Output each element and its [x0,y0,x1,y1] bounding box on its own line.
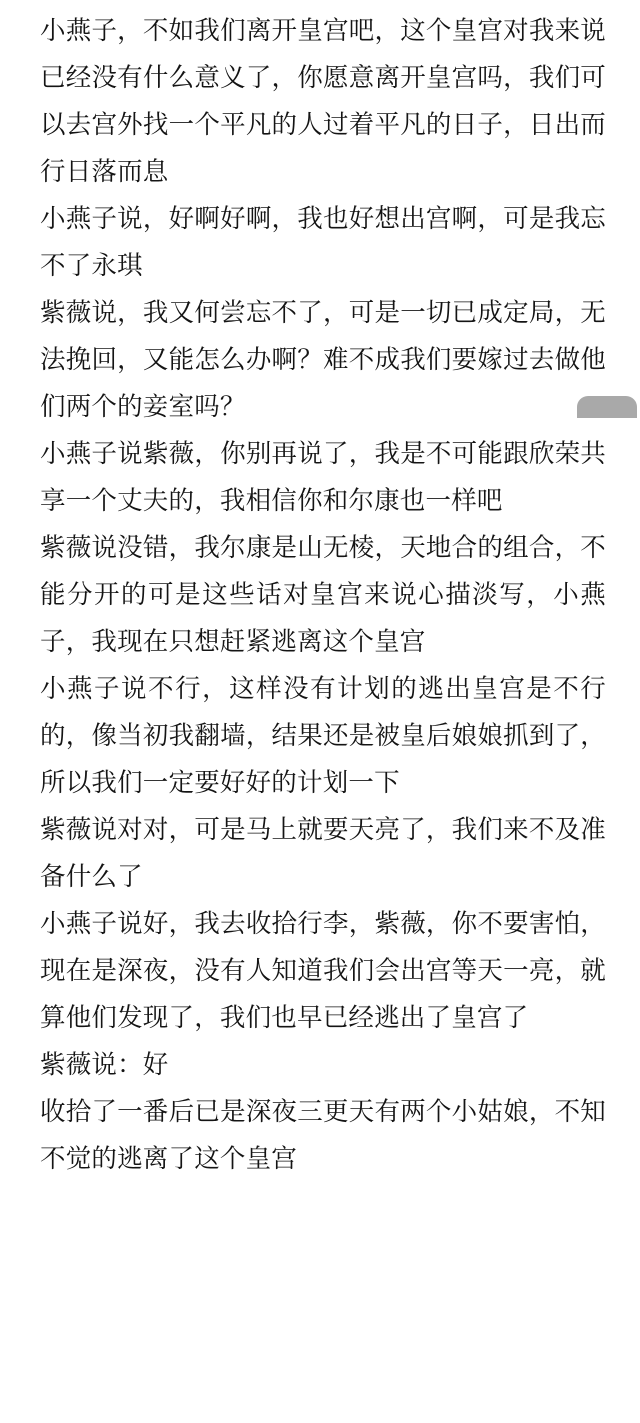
paragraph: 小燕子说，好啊好啊，我也好想出宫啊，可是我忘不了永琪 [40,205,606,280]
paragraph: 紫薇说：好 [40,1051,169,1079]
paragraph: 小燕子，不如我们离开皇宫吧，这个皇宫对我来说已经没有什么意义了，你愿意离开皇宫吗，我们可以去宫外找一个平凡的人过着平凡的日子，日出而行日落而息 [40,17,606,186]
paragraph: 小燕子说紫薇，你别再说了，我是不可能跟欣荣共享一个丈夫的，我相信你和尔康也一样吧 [40,440,606,515]
paragraph: 紫薇说没错，我尔康是山无棱，天地合的组合，不能分开的可是这些话对皇宫来说心描淡写，小燕子，我现在只想赶紧逃离这个皇宫 [40,534,606,656]
paragraph: 紫薇说对对，可是马上就要天亮了，我们来不及准备什么了 [40,816,606,891]
paragraph: 紫薇说，我又何尝忘不了，可是一切已成定局，无法挽回，又能怎么办啊？难不成我们要嫁过去做他们两个的妾室吗？ [40,299,606,421]
scrollbar-thumb[interactable] [577,396,637,418]
paragraph: 收拾了一番后已是深夜三更天有两个小姑娘，不知不觉的逃离了这个皇宫 [40,1098,606,1173]
paragraph: 小燕子说不行，这样没有计划的逃出皇宫是不行的，像当初我翻墙，结果还是被皇后娘娘抓到了，所以我们一定要好好的计划一下 [40,675,606,797]
paragraph: 小燕子说好，我去收拾行李，紫薇，你不要害怕，现在是深夜，没有人知道我们会出宫等天一亮，就算他们发现了，我们也早已经逃出了皇宫了 [40,910,606,1032]
